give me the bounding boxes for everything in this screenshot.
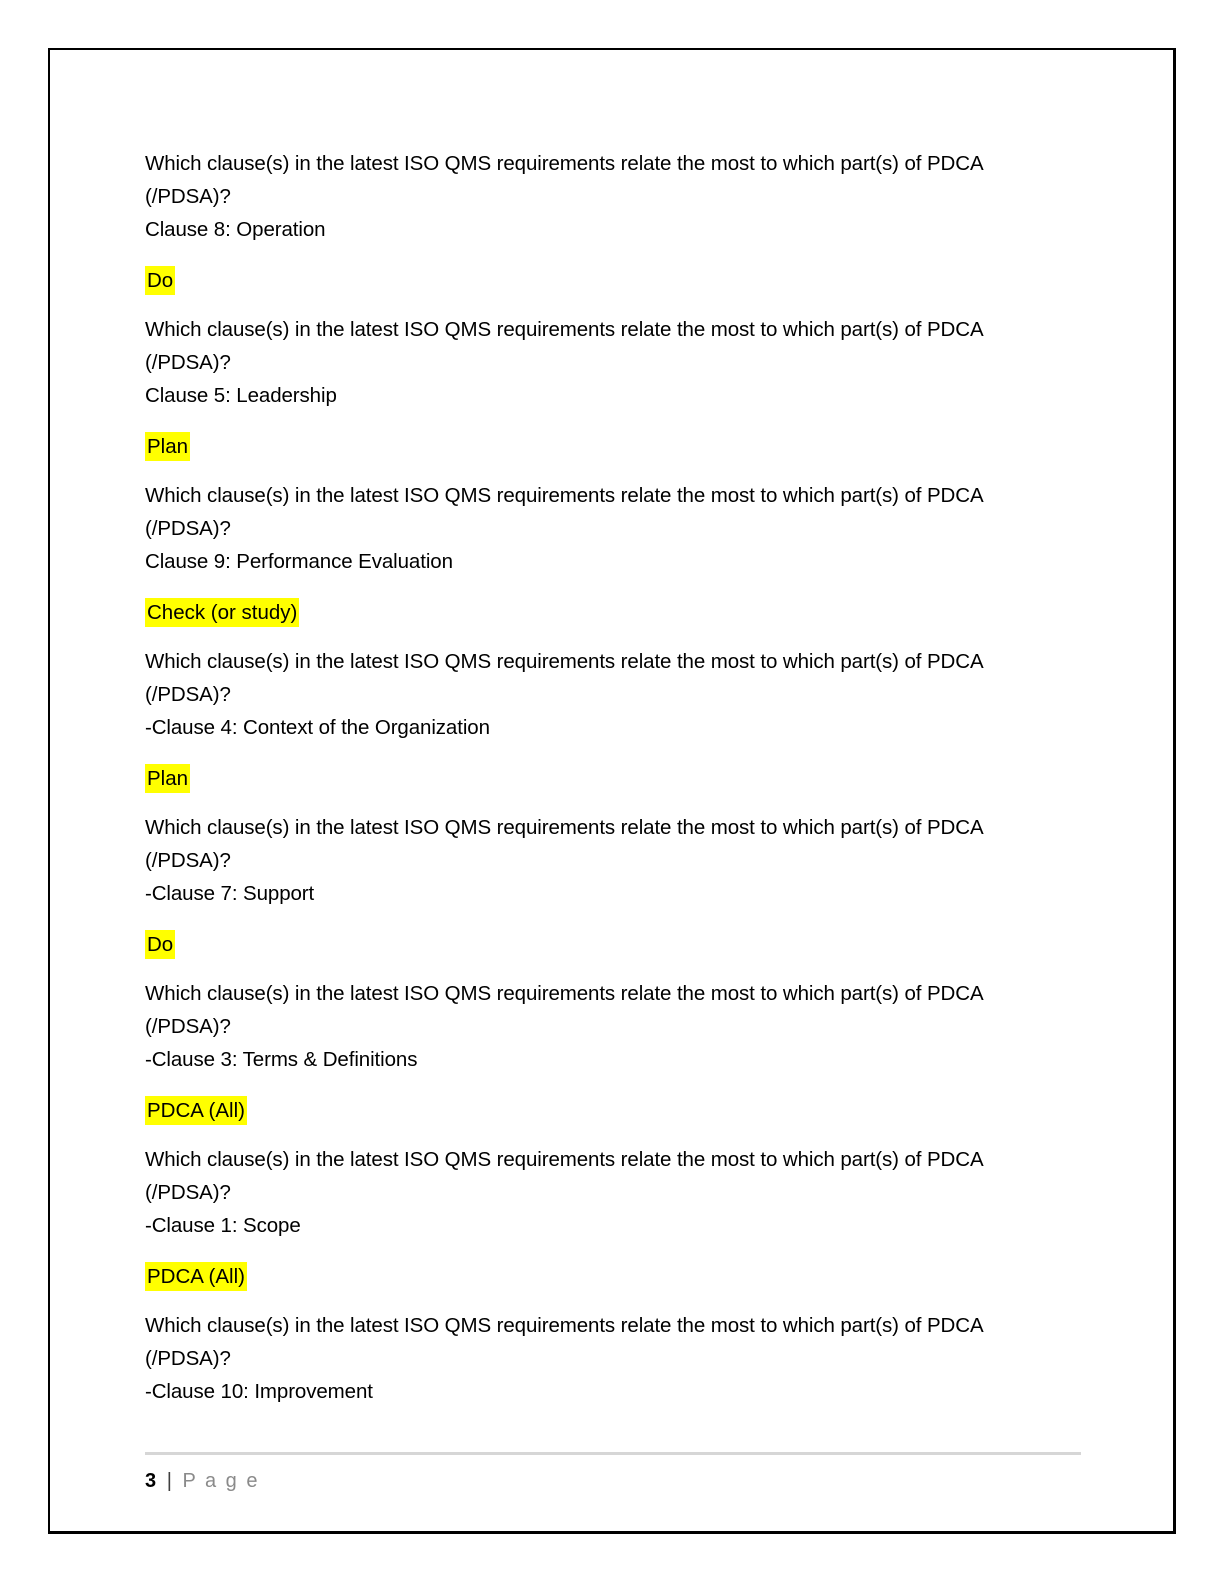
question-line-2: (/PDSA)?	[145, 849, 231, 872]
qa-block	[145, 479, 1085, 629]
question-line-2: (/PDSA)?	[145, 185, 231, 208]
pdca-highlight: PDCA (All)	[145, 1262, 247, 1291]
qa-block	[145, 1309, 1085, 1408]
pdca-highlight: Do	[145, 930, 175, 959]
question-line-1: Which clause(s) in the latest ISO QMS requirements relate the most to which part(s) of PDCA	[145, 982, 984, 1005]
clause-answer-line: -Clause 10: Improvement	[145, 1380, 373, 1403]
pdca-highlight: Check (or study)	[145, 598, 299, 627]
clause-answer-line: Clause 5: Leadership	[145, 384, 337, 407]
question-line-2: (/PDSA)?	[145, 1015, 231, 1038]
clause-answer-line: -Clause 4: Context of the Organization	[145, 716, 490, 739]
question-line-2: (/PDSA)?	[145, 1347, 231, 1370]
footer-page-label: P a g e	[182, 1470, 260, 1492]
pdca-highlight: Do	[145, 266, 175, 295]
question-paragraph	[145, 1143, 1085, 1242]
question-line-1: Which clause(s) in the latest ISO QMS requirements relate the most to which part(s) of PDCA	[145, 650, 984, 673]
answer-paragraph	[145, 430, 1085, 463]
answer-paragraph	[145, 596, 1085, 629]
question-paragraph	[145, 1309, 1085, 1408]
qa-block	[145, 645, 1085, 795]
question-paragraph	[145, 977, 1085, 1076]
clause-answer-line: Clause 8: Operation	[145, 218, 326, 241]
question-paragraph	[145, 313, 1085, 412]
page-footer	[145, 1452, 1081, 1494]
question-line-1: Which clause(s) in the latest ISO QMS requirements relate the most to which part(s) of PDCA	[145, 1148, 984, 1171]
pdca-highlight: Plan	[145, 764, 190, 793]
question-paragraph	[145, 479, 1085, 578]
clause-answer-line: -Clause 7: Support	[145, 882, 315, 905]
footer-separator: |	[166, 1470, 172, 1492]
qa-block	[145, 313, 1085, 463]
qa-block	[145, 1143, 1085, 1293]
document-page	[48, 48, 1176, 1534]
question-paragraph	[145, 811, 1085, 910]
qa-block	[145, 811, 1085, 961]
question-line-1: Which clause(s) in the latest ISO QMS requirements relate the most to which part(s) of PDCA	[145, 152, 984, 175]
question-line-2: (/PDSA)?	[145, 1181, 231, 1204]
answer-paragraph	[145, 264, 1085, 297]
answer-paragraph	[145, 762, 1085, 795]
question-line-1: Which clause(s) in the latest ISO QMS requirements relate the most to which part(s) of PDCA	[145, 1314, 984, 1337]
pdca-highlight: Plan	[145, 432, 190, 461]
footer-divider	[145, 1452, 1081, 1455]
question-line-2: (/PDSA)?	[145, 517, 231, 540]
clause-answer-line: Clause 9: Performance Evaluation	[145, 550, 453, 573]
answer-paragraph	[145, 1094, 1085, 1127]
qa-list	[50, 50, 1173, 1408]
question-line-1: Which clause(s) in the latest ISO QMS requirements relate the most to which part(s) of PDCA	[145, 816, 984, 839]
question-paragraph	[145, 147, 1085, 246]
question-paragraph	[145, 645, 1085, 744]
question-line-2: (/PDSA)?	[145, 683, 231, 706]
question-line-2: (/PDSA)?	[145, 351, 231, 374]
answer-paragraph	[145, 928, 1085, 961]
clause-answer-line: -Clause 3: Terms & Definitions	[145, 1048, 418, 1071]
question-line-1: Which clause(s) in the latest ISO QMS requirements relate the most to which part(s) of PDCA	[145, 484, 984, 507]
answer-paragraph	[145, 1260, 1085, 1293]
qa-block	[145, 977, 1085, 1127]
question-line-1: Which clause(s) in the latest ISO QMS requirements relate the most to which part(s) of PDCA	[145, 318, 984, 341]
page-number: 3	[145, 1470, 157, 1492]
qa-block	[145, 147, 1085, 297]
pdca-highlight: PDCA (All)	[145, 1096, 247, 1125]
clause-answer-line: -Clause 1: Scope	[145, 1214, 301, 1237]
footer-text	[145, 1468, 1081, 1494]
